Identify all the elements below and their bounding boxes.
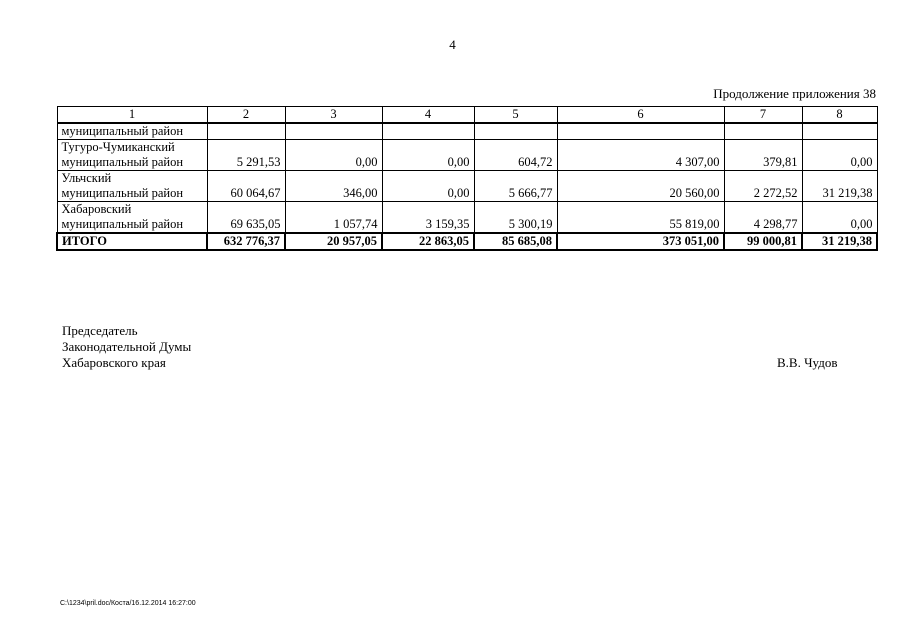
table-cell: 604,72 xyxy=(474,140,557,171)
table-header-row xyxy=(57,107,877,124)
column-header: 8 xyxy=(802,107,877,124)
signature-line: Законодательной Думы xyxy=(62,339,192,354)
table-cell: 5 291,53 xyxy=(207,140,285,171)
signature-line: Хабаровского края xyxy=(62,355,166,370)
table-cell: 346,00 xyxy=(285,171,382,202)
column-header: 1 xyxy=(57,107,207,124)
table-cell: 1 057,74 xyxy=(285,202,382,234)
signature-block xyxy=(62,323,191,371)
table-row xyxy=(57,171,877,202)
table-cell: 31 219,38 xyxy=(802,171,877,202)
table-cell: 5 666,77 xyxy=(474,171,557,202)
total-cell: 20 957,05 xyxy=(285,233,382,250)
table-cell: 60 064,67 xyxy=(207,171,285,202)
table-cell: 3 159,35 xyxy=(382,202,474,234)
table-cell: 69 635,05 xyxy=(207,202,285,234)
table-cell: 0,00 xyxy=(802,202,877,234)
file-footer: C:\1234\pril.doc/Коста/16.12.2014 16:27:00 xyxy=(60,600,196,607)
row-name xyxy=(57,123,207,140)
row-name xyxy=(57,140,207,171)
total-cell: 22 863,05 xyxy=(382,233,474,250)
table-cell: 5 300,19 xyxy=(474,202,557,234)
table-cell: 0,00 xyxy=(382,140,474,171)
table-cell: 0,00 xyxy=(802,140,877,171)
total-cell: 85 685,08 xyxy=(474,233,557,250)
table-cell xyxy=(285,123,382,140)
row-name-line: муниципальный район xyxy=(61,186,184,200)
row-name xyxy=(57,171,207,202)
row-name-line: Хабаровский xyxy=(61,202,132,216)
row-name-line: Ульчский xyxy=(61,171,112,185)
signature-line: Председатель xyxy=(62,323,138,338)
table-cell: 4 298,77 xyxy=(724,202,802,234)
column-header: 3 xyxy=(285,107,382,124)
column-header: 6 xyxy=(557,107,724,124)
total-label: ИТОГО xyxy=(57,233,207,250)
column-header: 2 xyxy=(207,107,285,124)
row-name xyxy=(57,202,207,234)
row-name-line: муниципальный район xyxy=(61,217,184,231)
appendix-table xyxy=(56,106,878,251)
column-header: 7 xyxy=(724,107,802,124)
table-cell xyxy=(474,123,557,140)
total-cell: 373 051,00 xyxy=(557,233,724,250)
table-cell: 2 272,52 xyxy=(724,171,802,202)
column-header: 4 xyxy=(382,107,474,124)
table-row xyxy=(57,140,877,171)
table-cell xyxy=(557,123,724,140)
row-name-line: муниципальный район xyxy=(61,155,184,169)
row-name-line: Тугуро-Чумиканский xyxy=(61,140,175,154)
table-cell xyxy=(207,123,285,140)
total-cell: 99 000,81 xyxy=(724,233,802,250)
table-row xyxy=(57,123,877,140)
continuation-label: Продолжение приложения 38 xyxy=(713,86,876,101)
column-header: 5 xyxy=(474,107,557,124)
table-cell xyxy=(802,123,877,140)
table-cell: 20 560,00 xyxy=(557,171,724,202)
table-row xyxy=(57,202,877,234)
table-cell xyxy=(382,123,474,140)
page-number: 4 xyxy=(449,37,456,52)
table-cell: 379,81 xyxy=(724,140,802,171)
table-cell: 4 307,00 xyxy=(557,140,724,171)
table-cell: 0,00 xyxy=(285,140,382,171)
table-cell xyxy=(724,123,802,140)
table-cell: 55 819,00 xyxy=(557,202,724,234)
table-cell: 0,00 xyxy=(382,171,474,202)
total-cell: 31 219,38 xyxy=(802,233,877,250)
total-cell: 632 776,37 xyxy=(207,233,285,250)
signer-name: В.В. Чудов xyxy=(777,355,838,370)
total-row xyxy=(57,233,877,250)
row-name-line: муниципальный район xyxy=(61,124,184,138)
